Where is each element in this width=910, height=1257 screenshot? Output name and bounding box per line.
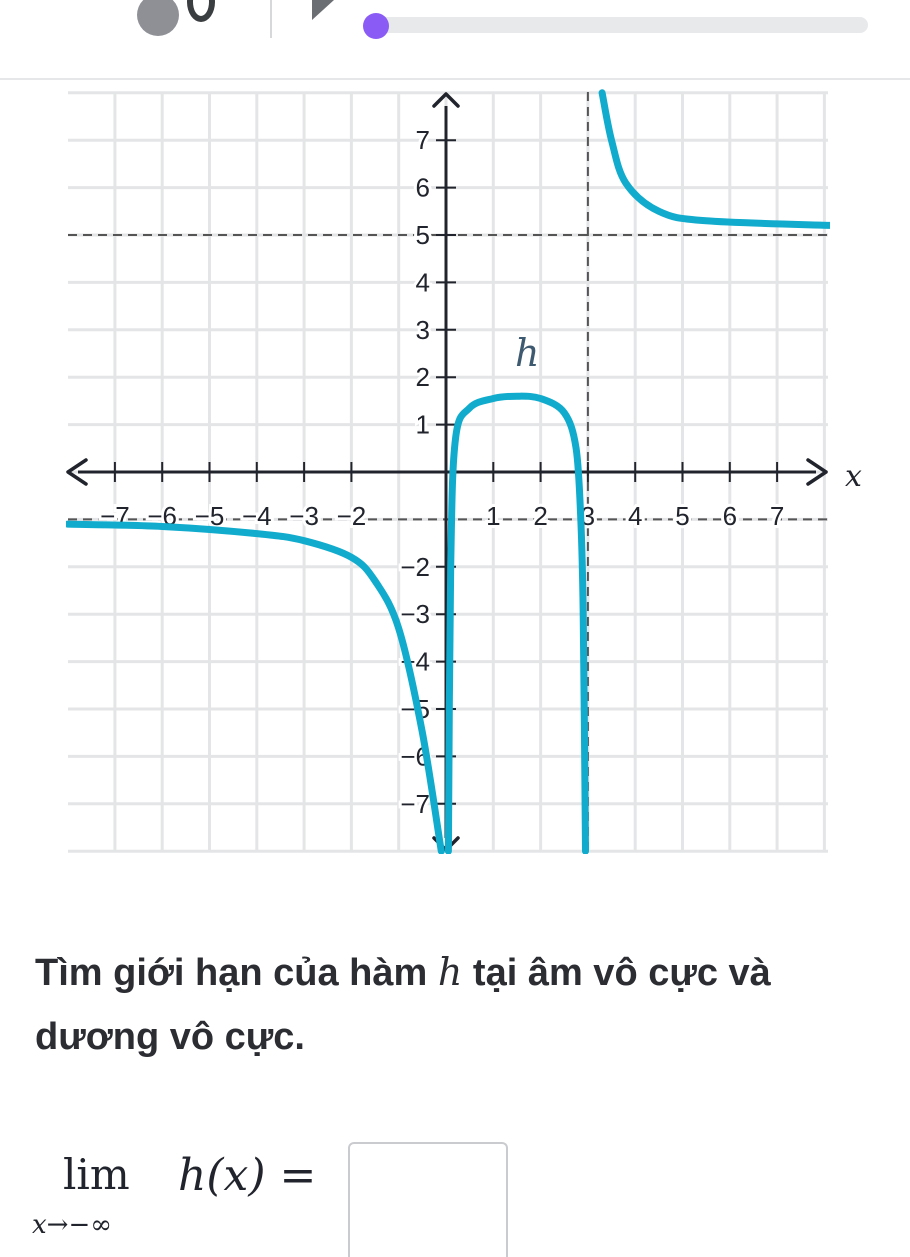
x-tick-label: −5 [194,501,225,531]
question-text-after: tại âm vô cực và dương vô cực. [35,952,771,1058]
y-tick-label: 5 [415,220,430,250]
function-label-h: h [515,331,540,375]
y-tick-label: 1 [415,409,430,440]
curve-segment-left [68,524,442,851]
y-tick-label: −5 [400,694,430,724]
lim-subscript: x→−∞ [32,1210,112,1240]
question-text [35,940,875,1069]
lim-operator: lim [63,1150,130,1199]
x-tick-label: −7 [100,501,130,531]
x-tick-label: −4 [241,501,272,531]
y-tick-label: 7 [415,125,430,156]
y-tick-label: 3 [415,314,430,345]
y-tick-label: 6 [415,172,430,203]
x-tick-label: 2 [533,501,548,531]
y-tick-label: −4 [400,646,430,677]
question-text-before: Tìm giới hạn của hàm [35,952,428,994]
x-tick-label: −2 [336,501,367,531]
x-tick-label: 7 [769,501,785,531]
x-axis-label: x [845,459,862,494]
curve-segment-middle [448,396,585,851]
x-tick-label: −3 [289,501,319,531]
y-tick-label: −6 [400,741,430,772]
x-tick-label: 6 [722,501,738,531]
y-tick-label: 4 [415,267,430,298]
x-tick-label: 1 [486,501,501,531]
x-tick-label: 3 [580,501,596,531]
answer-input[interactable] [348,1142,508,1257]
lim-function: h(x) = [178,1150,317,1201]
question-function-name: h [437,950,463,994]
curve-segment-right [602,93,834,226]
y-tick-label: −3 [400,599,430,630]
y-tick-label: 2 [415,362,430,393]
y-tick-label: −7 [400,788,430,819]
x-tick-label: 5 [675,501,690,531]
x-tick-label: 4 [627,501,643,531]
x-tick-label: −6 [147,501,178,531]
limit-expression [30,1140,890,1257]
y-tick-label: −2 [400,551,430,582]
